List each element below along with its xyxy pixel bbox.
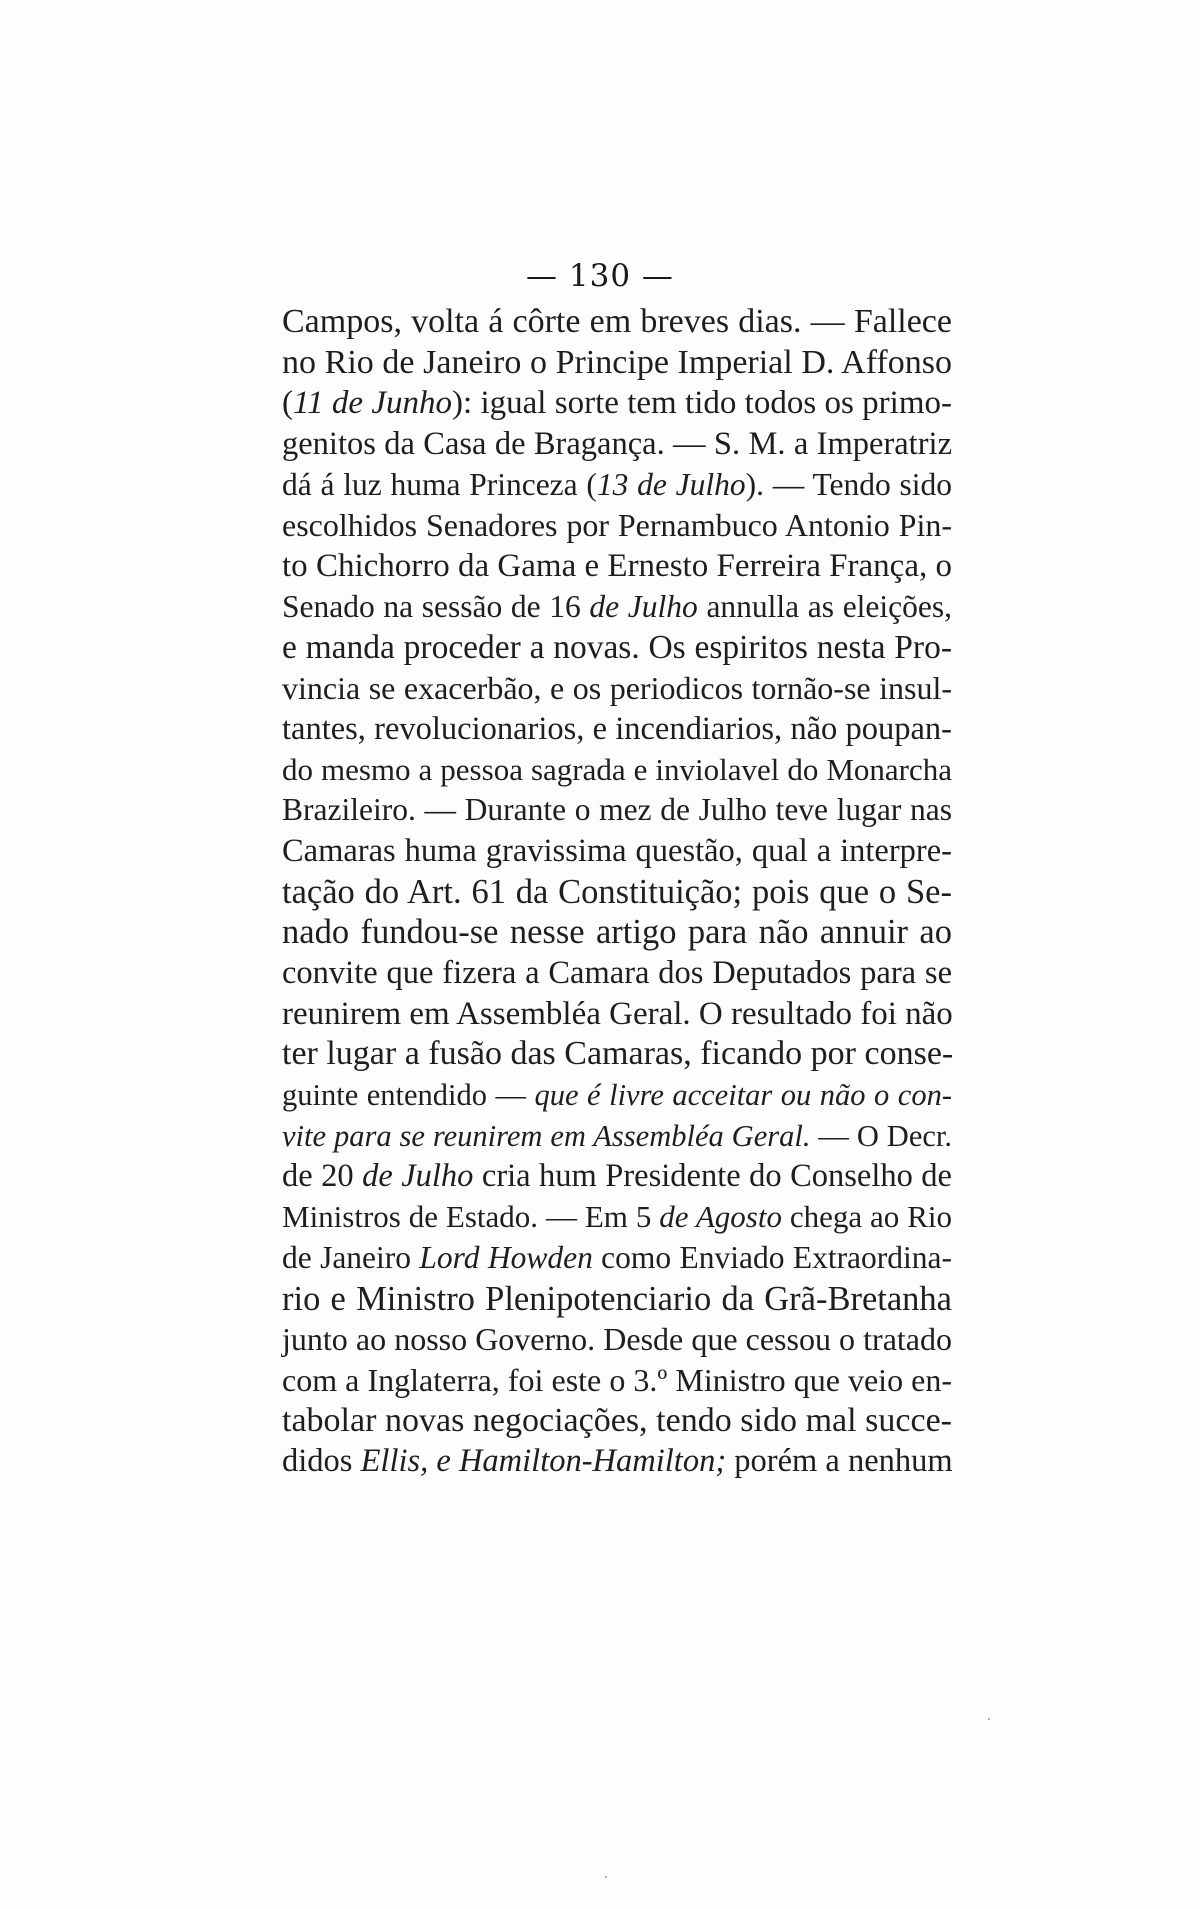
text-line [282, 424, 952, 465]
italic-segment: Lord Howden [419, 1239, 593, 1275]
text-line [282, 1401, 952, 1442]
text-line [282, 1441, 952, 1482]
text-segment: e manda proceder a novas. Os espiritos nesta Pro- [282, 628, 952, 666]
text-segment: Campos, volta á côrte em breves dias. — Fallece [282, 303, 952, 340]
italic-segment: Ellis, e Hamilton-Hamilton; [360, 1443, 727, 1480]
text-line [282, 750, 952, 791]
text-line [282, 1034, 952, 1075]
text-segment: vincia se exacerbão, e os periodicos tornão-se insul- [282, 670, 952, 707]
text-segment: nado fundou-se nesse artigo para não annuir ao [282, 913, 952, 952]
text-segment: Camaras huma gravissima questão, qual a interpre- [282, 832, 952, 869]
text-line [282, 1319, 952, 1360]
text-line [282, 831, 952, 872]
text-segment: ter lugar a fusão das Camaras, ficando por conse- [282, 1035, 954, 1073]
text-segment: genitos da Casa de Bragança. — S. M. a Imperatriz [282, 426, 952, 463]
text-line [282, 465, 952, 506]
text-segment: com a Inglaterra, foi este o 3.º Ministro que veio en- [282, 1361, 952, 1398]
text-segment: Senado na sessão de 16 [282, 588, 590, 624]
italic-segment: que é livre acceitar ou não o con- [534, 1078, 952, 1113]
text-segment: de 20 [282, 1158, 363, 1195]
italic-segment: de Agosto [659, 1199, 782, 1235]
text-line [282, 1279, 952, 1320]
text-segment: — O Decr. [810, 1118, 952, 1153]
text-line [282, 587, 952, 628]
text-line [282, 994, 952, 1035]
text-segment: rio e Ministro Plenipotenciario da Grã-Bretanha [282, 1279, 952, 1318]
text-segment: didos [282, 1443, 361, 1480]
text-segment: Ministros de Estado. — Em 5 [282, 1199, 660, 1235]
paper-speck [988, 1718, 990, 1720]
italic-segment: 13 de Julho [596, 466, 746, 502]
text-line [282, 343, 952, 384]
text-segment: escolhidos Senadores por Pernambuco Antonio Pin- [282, 507, 952, 544]
text-line [282, 1238, 952, 1279]
text-segment: convite que fizera a Camara dos Deputados para se [282, 955, 952, 991]
text-segment: ( [282, 385, 293, 422]
text-line [282, 628, 952, 669]
page-number: — 130 — [526, 258, 674, 294]
text-segment: to Chichorro da Gama e Ernesto Ferreira França, o [282, 548, 952, 585]
body-text [282, 302, 952, 1482]
text-line [282, 1197, 952, 1238]
text-line [282, 1156, 952, 1197]
text-segment: ). — Tendo sido [745, 466, 952, 502]
text-segment: ): igual sorte tem tido todos os primo- [451, 385, 952, 422]
text-line [282, 383, 952, 424]
text-segment: no Rio de Janeiro o Principe Imperial D. Affonso [282, 343, 952, 381]
text-segment: annulla as eleições, [697, 588, 953, 624]
paper-speck [605, 1876, 607, 1878]
text-segment: Brazileiro. — Durante o mez de Julho teve lugar nas [282, 792, 952, 828]
text-segment: tação do Art. 61 da Constituição; pois que o Se- [282, 872, 952, 911]
text-segment: reunirem em Assembléa Geral. O resultado foi não [282, 995, 953, 1032]
italic-segment: de Julho [589, 588, 698, 624]
text-segment: como Enviado Extraordina- [592, 1239, 953, 1275]
text-line [282, 1116, 952, 1157]
text-segment: porém a nenhum [726, 1443, 953, 1480]
text-segment: tabolar novas negociações, tendo sido mal succe- [282, 1401, 952, 1439]
text-line [282, 953, 952, 994]
text-segment: guinte entendido — [282, 1078, 535, 1113]
text-line [282, 505, 952, 546]
text-segment: cria hum Presidente do Conselho de [473, 1158, 952, 1195]
text-segment: dá á luz huma Princeza ( [282, 466, 597, 502]
italic-segment: 11 de Junho [293, 385, 452, 422]
text-segment: junto ao nosso Governo. Desde que cessou o tratado [282, 1321, 952, 1358]
text-line [282, 790, 952, 831]
text-segment: de Janeiro [282, 1239, 420, 1275]
text-segment: tantes, revolucionarios, e incendiarios, não poupan- [282, 710, 952, 747]
text-segment: do mesmo a pessoa sagrada e inviolavel do Monarcha [282, 751, 952, 787]
text-line [282, 1075, 952, 1116]
text-line [282, 546, 952, 587]
text-line [282, 1360, 952, 1401]
italic-segment: de Julho [362, 1158, 474, 1195]
text-line [282, 912, 952, 953]
text-line [282, 668, 952, 709]
text-line [282, 709, 952, 750]
text-line [282, 302, 952, 343]
text-line [282, 872, 952, 913]
italic-segment: vite para se reunirem em Assembléa Geral. [282, 1118, 811, 1153]
text-segment: chega ao Rio [781, 1199, 952, 1235]
